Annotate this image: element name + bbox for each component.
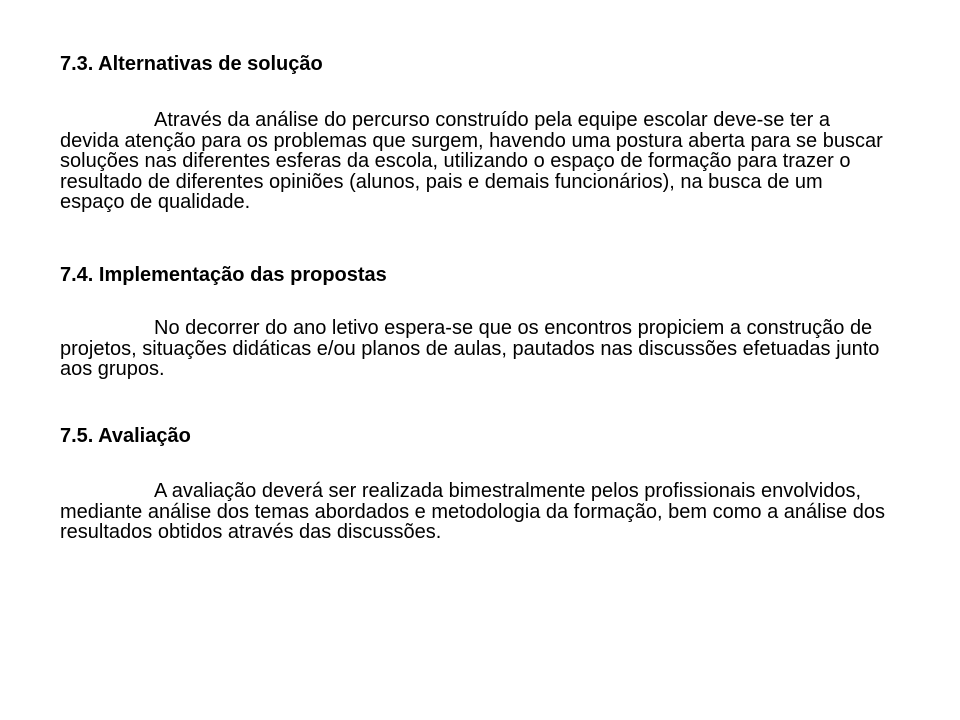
section-heading-alternativas: 7.3. Alternativas de solução: [60, 53, 323, 75]
section-body-alternativas: Através da análise do percurso construído pela equipe escolar deve-se ter a devida atenção para os problemas que surgem, havendo uma postura aberta para se buscar soluções nas diferentes esferas da escola, utilizando o espaço de formação para trazer o resultado de diferentes opiniões (alunos, pais e demais funcionários), na busca de um espaço de qualidade.: [60, 109, 883, 213]
section-body-avaliacao: A avaliação deverá ser realizada bimestralmente pelos profissionais envolvidos, mediante análise dos temas abordados e metodologia da formação, bem como a análise dos resultados obtidos através das discussões.: [60, 480, 885, 543]
section-body-implementacao: No decorrer do ano letivo espera-se que os encontros propiciem a construção de projetos, situações didáticas e/ou planos de aulas, pautados nas discussões efetuadas junto aos grupos.: [60, 317, 880, 380]
section-heading-implementacao: 7.4. Implementação das propostas: [60, 264, 387, 286]
section-heading-avaliacao: 7.5. Avaliação: [60, 425, 191, 447]
